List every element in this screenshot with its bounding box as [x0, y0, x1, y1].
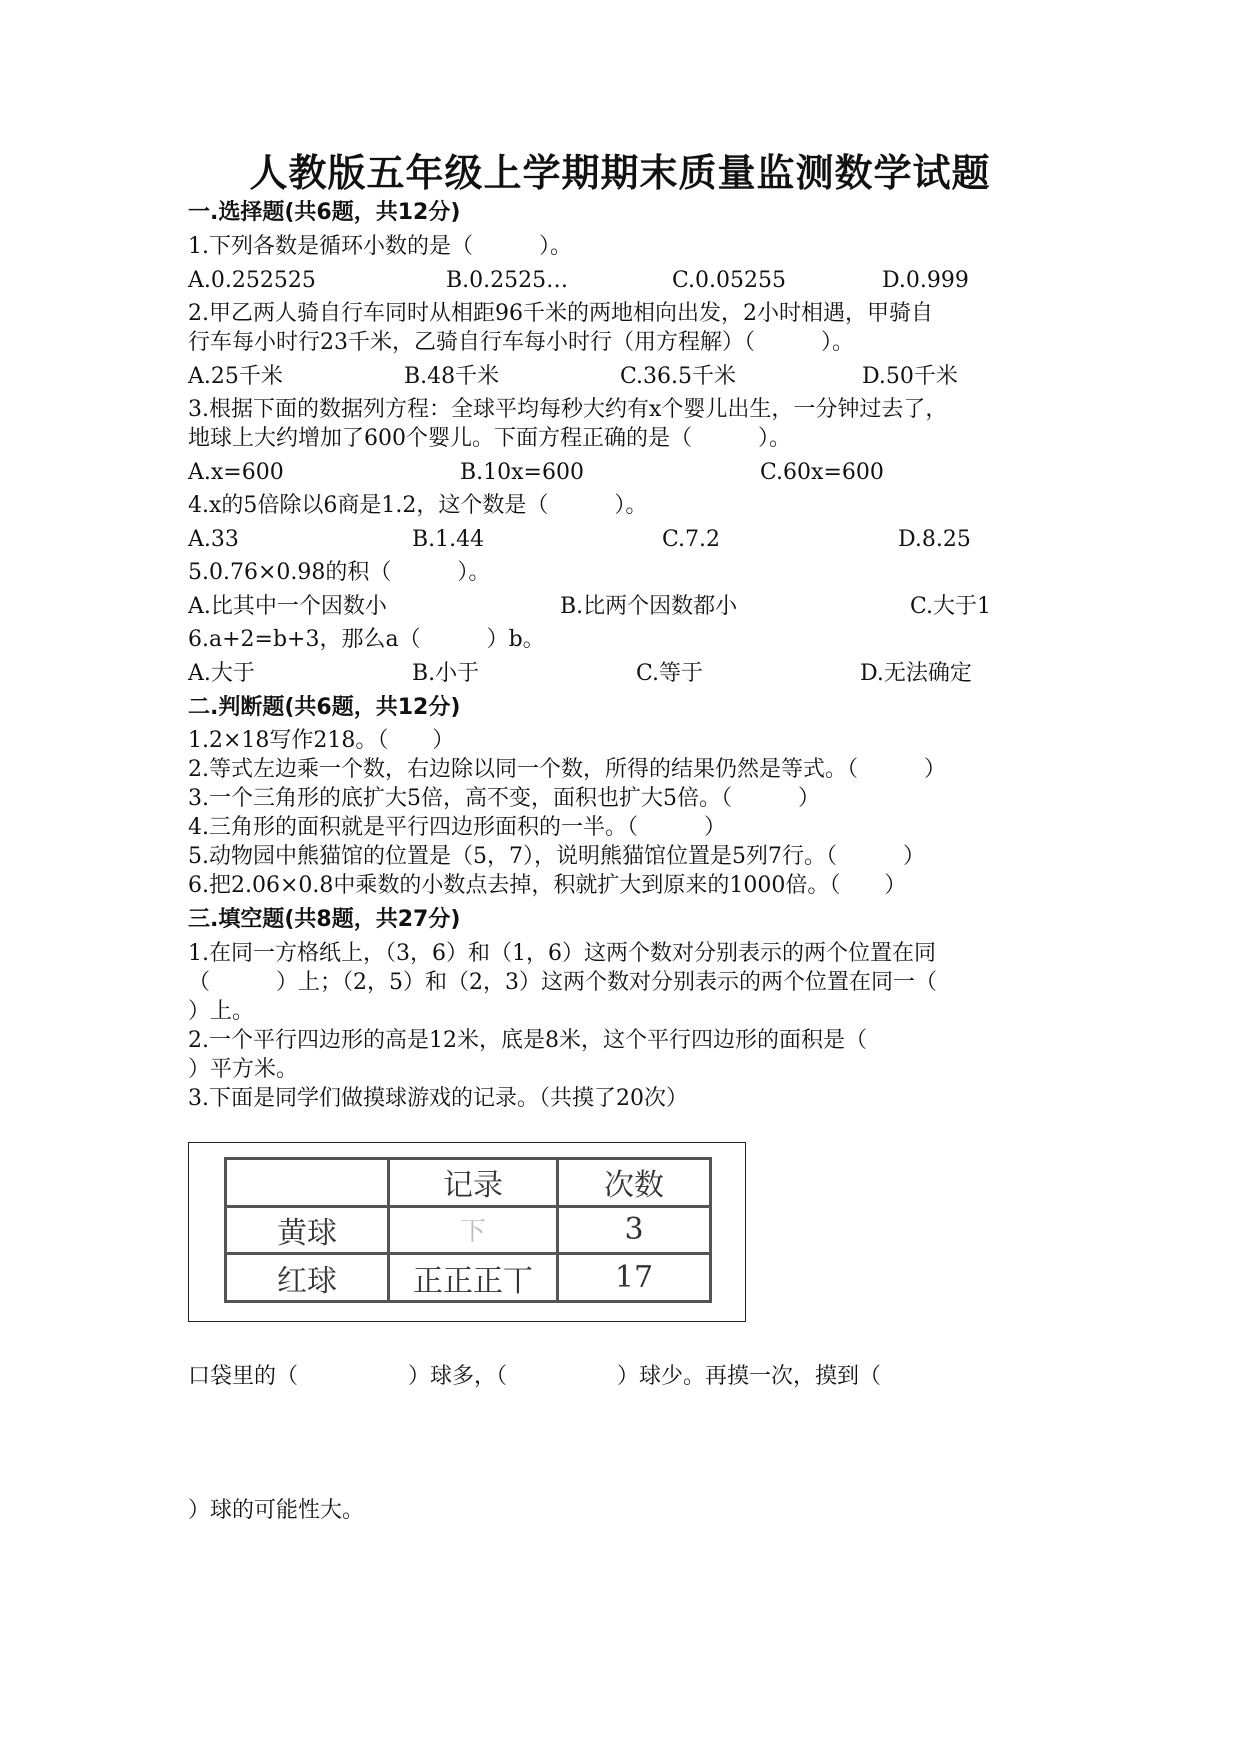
question-stem: 行车每小时行23千米，乙骑自行车每小时行（用方程解）（ ）。 — [188, 330, 854, 355]
table-cell: 3 — [558, 1206, 711, 1254]
option-d: D.无法确定 — [860, 661, 972, 686]
table-row — [226, 1254, 711, 1302]
fill-line: 1.在同一方格纸上，（3，6）和（1，6）这两个数对分别表示的两个位置在同 — [188, 941, 936, 966]
question-stem: 6.a+2=b+3，那么a（ ）b。 — [188, 627, 545, 652]
section-judge-header: 二.判断题(共6题，共12分) — [188, 695, 461, 720]
section-fill-header: 三.填空题(共8题，共27分) — [188, 907, 461, 932]
option-d: D.0.999 — [882, 268, 969, 293]
option-a: A.33 — [188, 527, 239, 552]
option-b: B.比两个因数都小 — [560, 594, 738, 619]
question-stem: 1.下列各数是循环小数的是（ ）。 — [188, 234, 572, 259]
ball-record-table — [224, 1157, 712, 1303]
fill-line: ）球的可能性大。 — [188, 1498, 365, 1523]
option-c: C.36.5千米 — [620, 364, 737, 389]
option-d: D.8.25 — [898, 527, 971, 552]
judge-item: 5.动物园中熊猫馆的位置是（5，7），说明熊猫馆位置是5列7行。（ ） — [188, 844, 925, 869]
option-a: A.大于 — [188, 661, 255, 686]
fill-line: （ ）上；（2，5）和（2，3）这两个数对分别表示的两个位置在同一（ — [188, 970, 937, 995]
table-cell: 红球 — [226, 1254, 389, 1302]
question-stem: 4.x的5倍除以6商是1.2，这个数是（ ）。 — [188, 493, 648, 518]
fill-line: 口袋里的（ ）球多，（ ）球少。再摸一次，摸到（ — [188, 1364, 882, 1389]
table-header-cell: 次数 — [558, 1159, 711, 1207]
question-stem: 3.根据下面的数据列方程：全球平均每秒大约有x个婴儿出生，一分钟过去了， — [188, 397, 948, 422]
option-c: C.60x=600 — [760, 460, 884, 485]
judge-item: 6.把2.06×0.8中乘数的小数点去掉，积就扩大到原来的1000倍。（ ） — [188, 873, 907, 898]
table-cell: 17 — [558, 1254, 711, 1302]
option-a: A.25千米 — [188, 364, 283, 389]
option-c: C.0.05255 — [672, 268, 787, 293]
judge-item: 1.2×18写作218。（ ） — [188, 728, 455, 753]
option-b: B.小于 — [412, 661, 480, 686]
section-choice-header: 一.选择题(共6题，共12分) — [188, 200, 461, 225]
option-b: B.10x=600 — [460, 460, 584, 485]
fill-line: ）上。 — [188, 999, 255, 1024]
option-c: C.7.2 — [662, 527, 721, 552]
option-d: D.50千米 — [862, 364, 958, 389]
fill-line: 3.下面是同学们做摸球游戏的记录。（共摸了20次） — [188, 1086, 688, 1111]
page-title: 人教版五年级上学期期末质量监测数学试题 — [249, 151, 991, 195]
fill-line: ）平方米。 — [188, 1057, 299, 1082]
option-b: B.48千米 — [404, 364, 500, 389]
question-stem: 2.甲乙两人骑自行车同时从相距96千米的两地相向出发，2小时相遇，甲骑自 — [188, 301, 933, 326]
option-b: B.0.2525… — [446, 268, 569, 293]
option-a: A.0.252525 — [188, 268, 316, 293]
judge-item: 3.一个三角形的底扩大5倍，高不变，面积也扩大5倍。（ ） — [188, 786, 820, 811]
option-a: A.x=600 — [188, 460, 284, 485]
ball-record-figure — [188, 1142, 746, 1322]
judge-item: 2.等式左边乘一个数，右边除以同一个数，所得的结果仍然是等式。（ ） — [188, 757, 946, 782]
question-stem: 地球上大约增加了600个婴儿。下面方程正确的是（ ）。 — [188, 426, 791, 451]
table-header-cell — [226, 1159, 389, 1207]
option-c: C.等于 — [636, 661, 704, 686]
table-header-row — [226, 1159, 711, 1207]
table-row — [226, 1206, 711, 1254]
table-cell: 黄球 — [226, 1206, 389, 1254]
option-c: C.大于1 — [910, 594, 992, 619]
table-cell: 正正正丅 — [389, 1254, 558, 1302]
option-a: A.比其中一个因数小 — [188, 594, 387, 619]
judge-item: 4.三角形的面积就是平行四边形面积的一半。（ ） — [188, 815, 726, 840]
fill-line: 2.一个平行四边形的高是12米，底是8米，这个平行四边形的面积是（ — [188, 1028, 867, 1053]
option-b: B.1.44 — [412, 527, 485, 552]
table-cell: 下 — [389, 1206, 558, 1254]
table-header-cell: 记录 — [389, 1159, 558, 1207]
question-stem: 5.0.76×0.98的积（ ）。 — [188, 560, 491, 585]
